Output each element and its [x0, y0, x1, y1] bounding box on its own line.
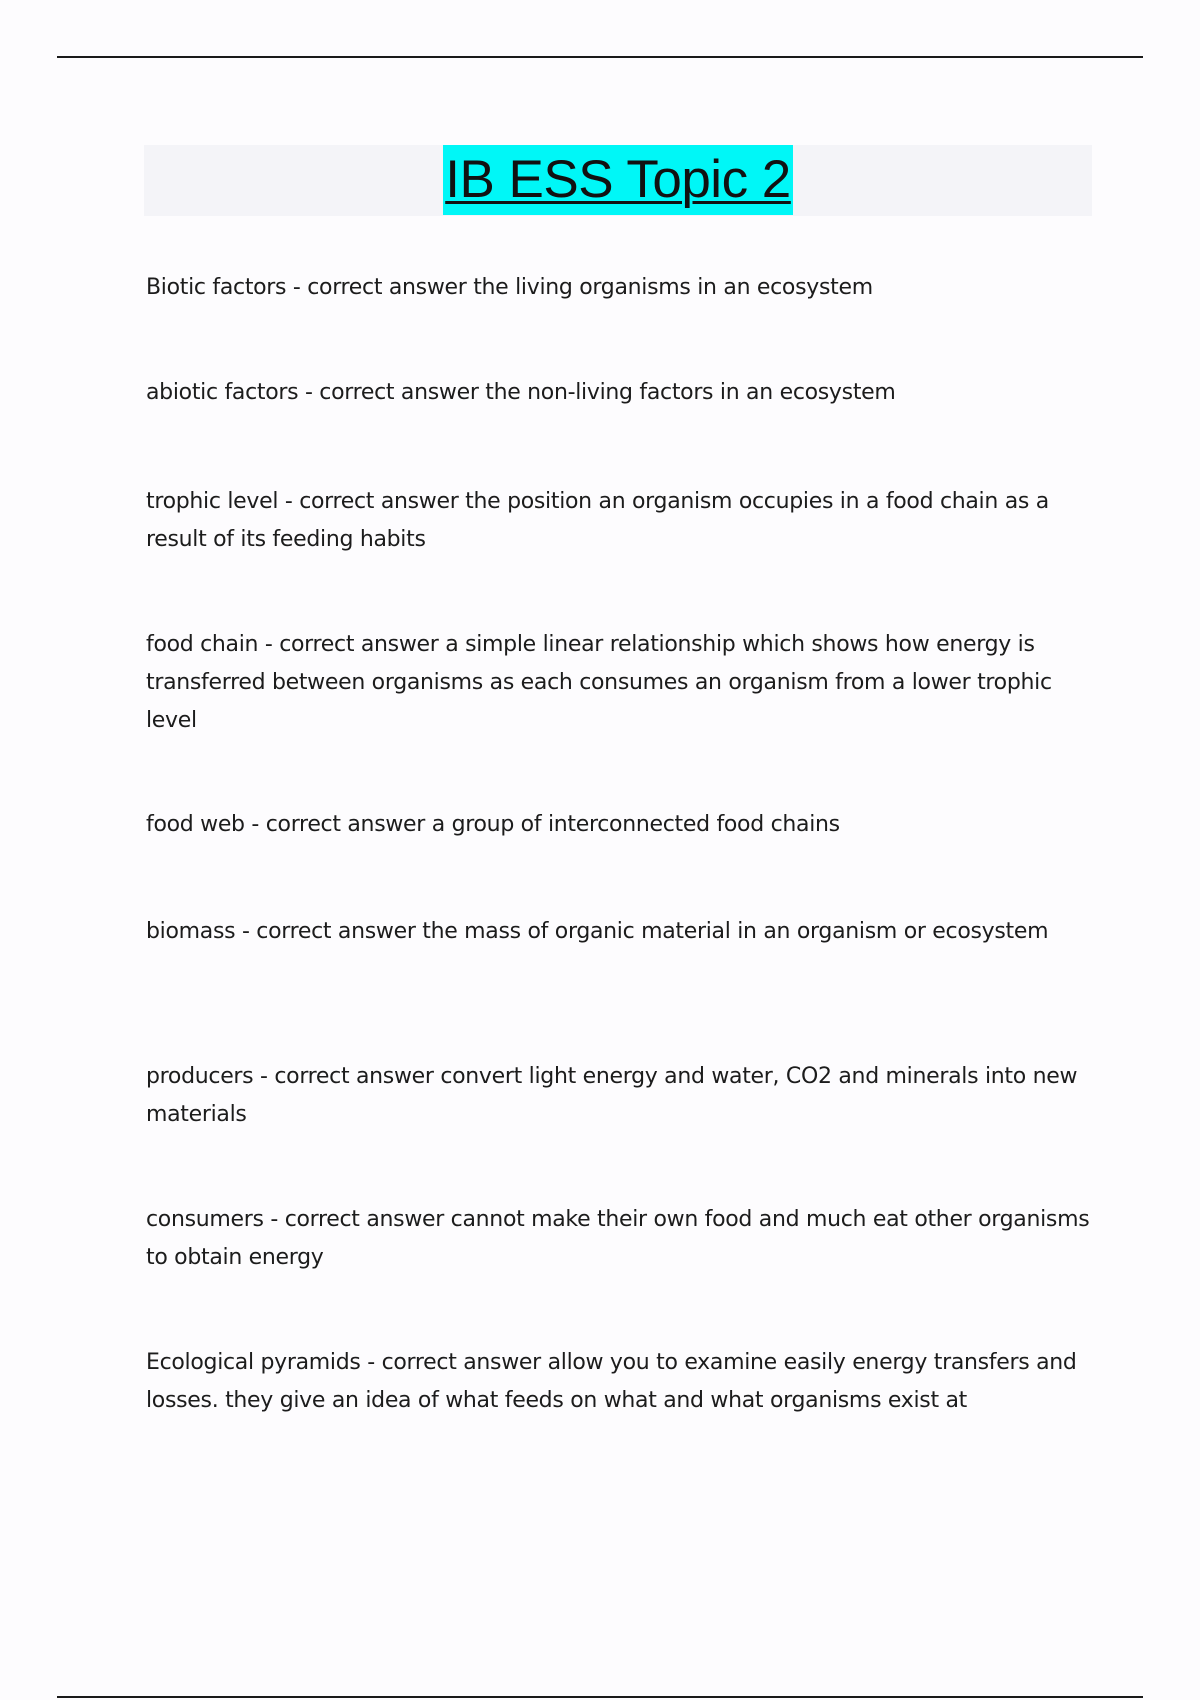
entry-abiotic-factors: abiotic factors - correct answer the non-living factors in an ecosystem — [146, 380, 896, 405]
entry-biotic-factors: Biotic factors - correct answer the living organisms in an ecosystem — [146, 275, 873, 300]
entry-biomass: biomass - correct answer the mass of organic material in an organism or ecosystem — [146, 919, 1049, 944]
entry-food-chain: food chain - correct answer a simple linear relationship which shows how energy is transferred between organisms as each consumes an organism from a lower trophic level — [146, 632, 1052, 733]
top-rule — [57, 56, 1143, 58]
entry-consumers: consumers - correct answer cannot make their own food and much eat other organisms to obtain energy — [146, 1207, 1090, 1270]
page-title: IB ESS Topic 2 — [443, 145, 793, 215]
entry-producers: producers - correct answer convert light energy and water, CO2 and minerals into new materials — [146, 1064, 1078, 1127]
entry-ecological-pyramids: Ecological pyramids - correct answer allow you to examine easily energy transfers and losses. they give an idea of what feeds on what and what organisms exist at — [146, 1350, 1077, 1413]
title-container — [0, 145, 1200, 216]
entry-food-web: food web - correct answer a group of interconnected food chains — [146, 812, 840, 837]
entry-trophic-level: trophic level - correct answer the position an organism occupies in a food chain as a result of its feeding habits — [146, 489, 1049, 552]
bottom-rule — [57, 1696, 1143, 1698]
